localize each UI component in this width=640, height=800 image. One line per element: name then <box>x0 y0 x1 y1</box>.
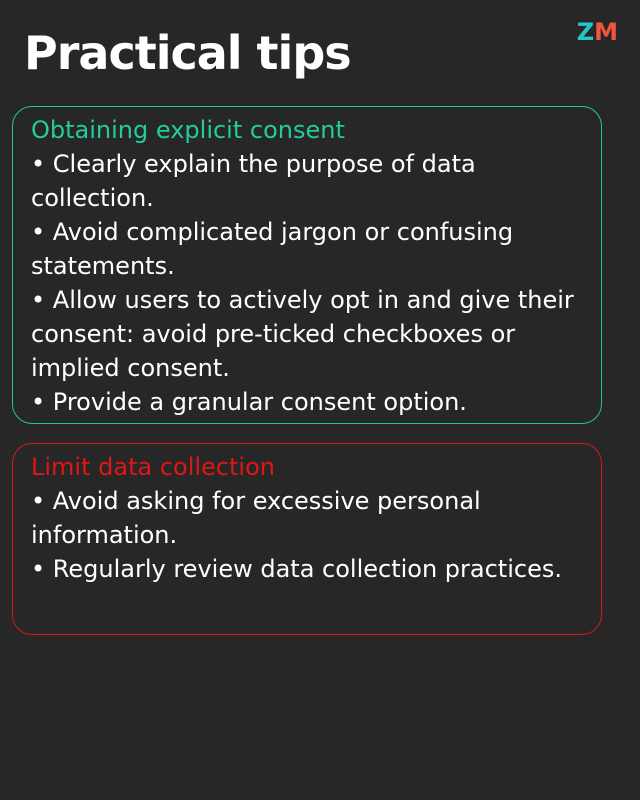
data-collection-heading: Limit data collection <box>31 453 275 481</box>
tip-item: • Regularly review data collection practices. <box>31 555 562 583</box>
brand-logo <box>577 20 618 44</box>
tip-item: • Allow users to actively opt in and give their consent: avoid pre-ticked checkboxes or implied consent. <box>31 286 574 382</box>
logo-letter-z: Z <box>576 18 595 46</box>
tip-item: • Provide a granular consent option. <box>31 388 467 416</box>
data-collection-tips-card <box>12 443 602 635</box>
consent-heading: Obtaining explicit consent <box>31 116 345 144</box>
logo-letter-m: M <box>594 18 618 46</box>
page-title: Practical tips <box>24 26 351 80</box>
tip-item: • Clearly explain the purpose of data collection. <box>31 150 476 212</box>
tip-item: • Avoid complicated jargon or confusing statements. <box>31 218 514 280</box>
consent-tips-card <box>12 106 602 424</box>
tip-item: • Avoid asking for excessive personal information. <box>31 487 481 549</box>
